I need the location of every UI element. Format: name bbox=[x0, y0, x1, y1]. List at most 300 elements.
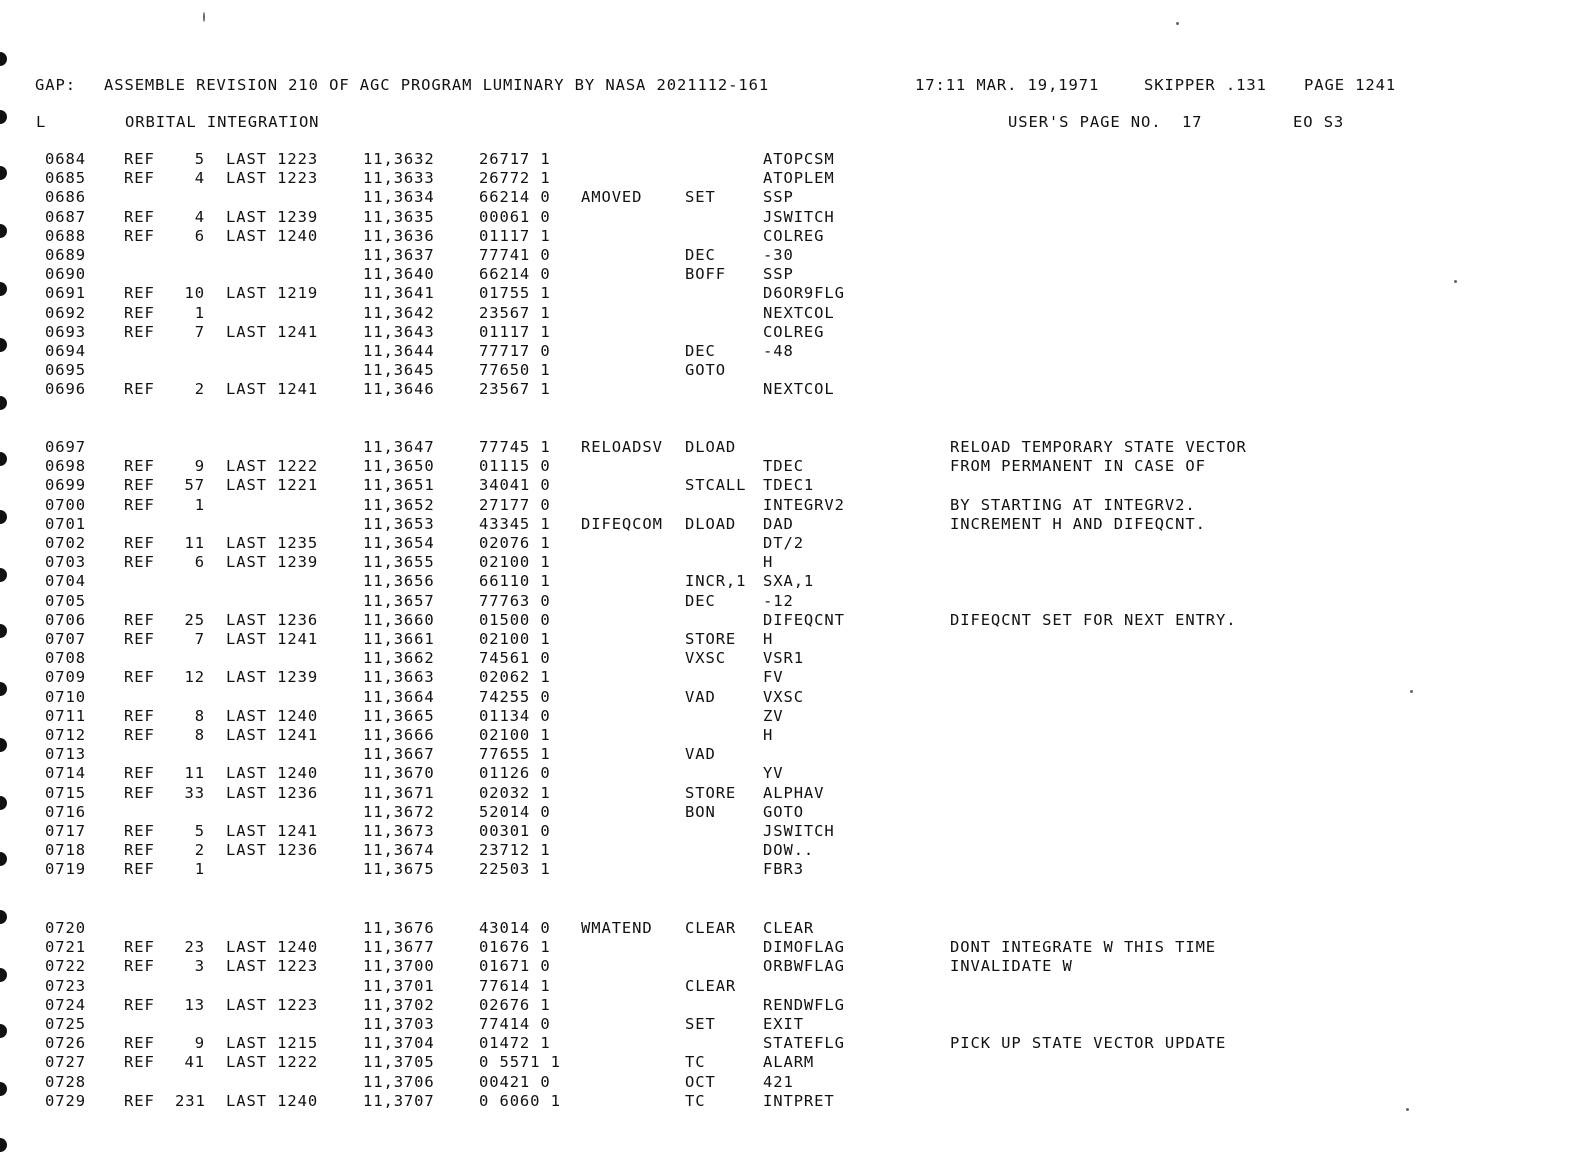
operand: DT/2 bbox=[763, 534, 804, 552]
operand: YV bbox=[763, 764, 784, 783]
line-number: 0713 bbox=[45, 745, 86, 764]
opcode: STORE bbox=[685, 630, 737, 648]
opcode: OCT bbox=[685, 1072, 716, 1091]
line-number: 0705 bbox=[45, 591, 86, 610]
line-number: 0698 bbox=[45, 457, 86, 476]
memory-address: 11,3655 bbox=[363, 553, 435, 572]
listing-row bbox=[0, 938, 1582, 957]
last-ref: LAST 1215 bbox=[226, 1034, 319, 1053]
operand: -48 bbox=[763, 342, 794, 360]
memory-address: 11,3701 bbox=[363, 976, 435, 995]
listing-row bbox=[0, 1073, 1582, 1092]
listing-row bbox=[0, 304, 1582, 323]
octal-word: 22503 1 bbox=[479, 860, 551, 879]
octal-word: 77655 1 bbox=[479, 745, 551, 764]
ref-count: 6 bbox=[194, 553, 205, 572]
octal-word: 0 6060 1 bbox=[479, 1091, 561, 1110]
line-number: 0725 bbox=[45, 1015, 86, 1033]
listing-row bbox=[0, 438, 1582, 457]
memory-address: 11,3670 bbox=[363, 764, 435, 783]
octal-word: 01117 1 bbox=[479, 226, 551, 245]
octal-word: 01671 0 bbox=[479, 957, 551, 976]
ref-count: 2 bbox=[194, 841, 205, 860]
last-ref: LAST 1240 bbox=[226, 226, 319, 245]
listing-type: L bbox=[36, 113, 47, 131]
code-label: DIFEQCOM bbox=[581, 514, 663, 533]
ref-tag: REF bbox=[124, 534, 155, 552]
octal-word: 26772 1 bbox=[479, 169, 551, 188]
octal-word: 23567 1 bbox=[479, 303, 551, 322]
last-ref: LAST 1241 bbox=[226, 726, 319, 744]
ref-tag: REF bbox=[124, 995, 155, 1014]
operand: TDEC bbox=[763, 457, 804, 476]
ref-tag: REF bbox=[124, 380, 155, 399]
line-number: 0707 bbox=[45, 630, 86, 648]
memory-address: 11,3640 bbox=[363, 265, 435, 284]
ref-tag: REF bbox=[124, 783, 155, 802]
operand: VXSC bbox=[763, 687, 804, 706]
memory-address: 11,3663 bbox=[363, 668, 435, 687]
ref-tag: REF bbox=[124, 226, 155, 245]
last-ref: LAST 1219 bbox=[226, 284, 319, 303]
memory-address: 11,3633 bbox=[363, 169, 435, 188]
ref-tag: REF bbox=[124, 841, 155, 860]
operand: DIMOFLAG bbox=[763, 938, 845, 957]
line-number: 0686 bbox=[45, 188, 86, 207]
octal-word: 66110 1 bbox=[479, 572, 551, 591]
ref-tag: REF bbox=[124, 1053, 155, 1072]
memory-address: 11,3707 bbox=[363, 1091, 435, 1110]
last-ref: LAST 1241 bbox=[226, 380, 319, 399]
memory-address: 11,3677 bbox=[363, 938, 435, 957]
octal-word: 02062 1 bbox=[479, 668, 551, 687]
ref-count: 41 bbox=[184, 1053, 205, 1072]
octal-word: 74255 0 bbox=[479, 687, 551, 706]
memory-address: 11,3632 bbox=[363, 150, 435, 168]
octal-word: 01134 0 bbox=[479, 706, 551, 725]
line-number: 0695 bbox=[45, 361, 86, 380]
ref-count: 13 bbox=[184, 995, 205, 1014]
ref-tag: REF bbox=[124, 764, 155, 783]
listing-row bbox=[0, 553, 1582, 572]
ref-count: 1 bbox=[194, 860, 205, 879]
line-number: 0688 bbox=[45, 226, 86, 245]
ref-tag: REF bbox=[124, 822, 155, 840]
memory-address: 11,3704 bbox=[363, 1034, 435, 1053]
listing-row bbox=[0, 745, 1582, 764]
ref-tag: REF bbox=[124, 150, 155, 168]
listing-row bbox=[0, 515, 1582, 534]
operand: RENDWFLG bbox=[763, 995, 845, 1014]
ref-count: 3 bbox=[194, 957, 205, 976]
ref-tag: REF bbox=[124, 706, 155, 725]
ref-count: 7 bbox=[194, 630, 205, 648]
line-number: 0721 bbox=[45, 938, 86, 957]
last-ref: LAST 1239 bbox=[226, 207, 319, 226]
opcode: DLOAD bbox=[685, 514, 737, 533]
line-number: 0703 bbox=[45, 553, 86, 572]
operand: ATOPLEM bbox=[763, 169, 835, 188]
octal-word: 00061 0 bbox=[479, 207, 551, 226]
memory-address: 11,3643 bbox=[363, 322, 435, 341]
listing-row bbox=[0, 1034, 1582, 1053]
opcode: DEC bbox=[685, 591, 716, 610]
octal-word: 77745 1 bbox=[479, 438, 551, 456]
octal-word: 01126 0 bbox=[479, 764, 551, 783]
opcode: VAD bbox=[685, 745, 716, 764]
operand: EXIT bbox=[763, 1015, 804, 1033]
memory-address: 11,3651 bbox=[363, 476, 435, 495]
memory-address: 11,3675 bbox=[363, 860, 435, 879]
memory-address: 11,3703 bbox=[363, 1015, 435, 1033]
ref-count: 6 bbox=[194, 226, 205, 245]
memory-address: 11,3674 bbox=[363, 841, 435, 860]
ref-count: 12 bbox=[184, 668, 205, 687]
ref-tag: REF bbox=[124, 303, 155, 322]
operand: COLREG bbox=[763, 226, 825, 245]
line-number: 0697 bbox=[45, 438, 86, 456]
line-number: 0690 bbox=[45, 265, 86, 284]
ref-count: 1 bbox=[194, 303, 205, 322]
ref-count: 1 bbox=[194, 495, 205, 514]
memory-address: 11,3667 bbox=[363, 745, 435, 764]
memory-address: 11,3657 bbox=[363, 591, 435, 610]
opcode: SET bbox=[685, 188, 716, 207]
memory-address: 11,3644 bbox=[363, 342, 435, 360]
line-number: 0689 bbox=[45, 246, 86, 264]
line-number: 0727 bbox=[45, 1053, 86, 1072]
listing-row bbox=[0, 668, 1582, 687]
log-section: EO S3 bbox=[1293, 113, 1345, 131]
octal-word: 01472 1 bbox=[479, 1034, 551, 1053]
listing-row bbox=[0, 496, 1582, 515]
ref-count: 5 bbox=[194, 150, 205, 168]
operand: GOTO bbox=[763, 802, 804, 821]
last-ref: LAST 1241 bbox=[226, 630, 319, 648]
listing-row bbox=[0, 977, 1582, 996]
operand: H bbox=[763, 630, 774, 648]
memory-address: 11,3700 bbox=[363, 957, 435, 976]
octal-word: 34041 0 bbox=[479, 476, 551, 495]
opcode: DEC bbox=[685, 342, 716, 360]
ref-tag: REF bbox=[124, 630, 155, 648]
ink-speck bbox=[1176, 22, 1179, 25]
line-number: 0710 bbox=[45, 687, 86, 706]
memory-address: 11,3646 bbox=[363, 380, 435, 399]
operand: DOW.. bbox=[763, 841, 815, 860]
line-number: 0728 bbox=[45, 1072, 86, 1091]
operand: VSR1 bbox=[763, 649, 804, 668]
line-comment: FROM PERMANENT IN CASE OF bbox=[950, 457, 1206, 476]
memory-address: 11,3641 bbox=[363, 284, 435, 303]
line-number: 0715 bbox=[45, 783, 86, 802]
memory-address: 11,3662 bbox=[363, 649, 435, 668]
last-ref: LAST 1221 bbox=[226, 476, 319, 495]
ref-count: 4 bbox=[194, 169, 205, 188]
ref-tag: REF bbox=[124, 726, 155, 744]
listing-row bbox=[0, 1015, 1582, 1034]
code-label: WMATEND bbox=[581, 919, 653, 937]
operand: SSP bbox=[763, 265, 794, 284]
opcode: SET bbox=[685, 1015, 716, 1033]
ref-tag: REF bbox=[124, 668, 155, 687]
line-number: 0693 bbox=[45, 322, 86, 341]
memory-address: 11,3654 bbox=[363, 534, 435, 552]
ref-tag: REF bbox=[124, 957, 155, 976]
ref-count: 231 bbox=[175, 1091, 206, 1110]
octal-word: 02100 1 bbox=[479, 553, 551, 572]
line-number: 0702 bbox=[45, 534, 86, 552]
opcode: CLEAR bbox=[685, 976, 737, 995]
operand: D6OR9FLG bbox=[763, 284, 845, 303]
last-ref: LAST 1223 bbox=[226, 150, 319, 168]
ref-tag: REF bbox=[124, 938, 155, 957]
octal-word: 23567 1 bbox=[479, 380, 551, 399]
listing-row bbox=[0, 726, 1582, 745]
octal-word: 01676 1 bbox=[479, 938, 551, 957]
line-number: 0729 bbox=[45, 1091, 86, 1110]
octal-word: 01500 0 bbox=[479, 610, 551, 629]
listing-row bbox=[0, 188, 1582, 207]
octal-word: 43014 0 bbox=[479, 919, 551, 937]
operand: ALARM bbox=[763, 1053, 815, 1072]
octal-word: 77414 0 bbox=[479, 1015, 551, 1033]
opcode: INCR,1 bbox=[685, 572, 747, 591]
memory-address: 11,3676 bbox=[363, 919, 435, 937]
last-ref: LAST 1222 bbox=[226, 457, 319, 476]
last-ref: LAST 1240 bbox=[226, 1091, 319, 1110]
ref-tag: REF bbox=[124, 553, 155, 572]
last-ref: LAST 1241 bbox=[226, 322, 319, 341]
ref-count: 25 bbox=[184, 610, 205, 629]
listing-row bbox=[0, 534, 1582, 553]
line-number: 0709 bbox=[45, 668, 86, 687]
memory-address: 11,3642 bbox=[363, 303, 435, 322]
last-ref: LAST 1240 bbox=[226, 706, 319, 725]
listing-row bbox=[0, 841, 1582, 860]
ref-count: 7 bbox=[194, 322, 205, 341]
operand: INTEGRV2 bbox=[763, 495, 845, 514]
listing-row bbox=[0, 457, 1582, 476]
ref-count: 5 bbox=[194, 822, 205, 840]
ref-count: 2 bbox=[194, 380, 205, 399]
line-number: 0719 bbox=[45, 860, 86, 879]
operand: DIFEQCNT bbox=[763, 610, 845, 629]
last-ref: LAST 1235 bbox=[226, 534, 319, 552]
listing-row bbox=[0, 803, 1582, 822]
octal-word: 02100 1 bbox=[479, 726, 551, 744]
octal-word: 74561 0 bbox=[479, 649, 551, 668]
ref-count: 4 bbox=[194, 207, 205, 226]
line-number: 0706 bbox=[45, 610, 86, 629]
operand: ATOPCSM bbox=[763, 150, 835, 168]
opcode: GOTO bbox=[685, 361, 726, 380]
last-ref: LAST 1240 bbox=[226, 938, 319, 957]
line-comment: DIFEQCNT SET FOR NEXT ENTRY. bbox=[950, 610, 1237, 629]
line-number: 0722 bbox=[45, 957, 86, 976]
listing-row bbox=[0, 323, 1582, 342]
operand: ALPHAV bbox=[763, 783, 825, 802]
octal-word: 01117 1 bbox=[479, 322, 551, 341]
listing-row bbox=[0, 169, 1582, 188]
assembler-tag: GAP: bbox=[35, 76, 76, 94]
listing-row bbox=[0, 380, 1582, 399]
line-number: 0708 bbox=[45, 649, 86, 668]
users-page-number: USER'S PAGE NO. 17 bbox=[1008, 113, 1203, 131]
last-ref: LAST 1236 bbox=[226, 610, 319, 629]
ink-speck bbox=[203, 12, 205, 22]
listing-row bbox=[0, 227, 1582, 246]
octal-word: 77763 0 bbox=[479, 591, 551, 610]
memory-address: 11,3705 bbox=[363, 1053, 435, 1072]
line-comment: DONT INTEGRATE W THIS TIME bbox=[950, 938, 1217, 957]
operand: NEXTCOL bbox=[763, 303, 835, 322]
code-label: RELOADSV bbox=[581, 438, 663, 456]
binder-hole bbox=[0, 1138, 7, 1152]
memory-address: 11,3702 bbox=[363, 995, 435, 1014]
octal-word: 77717 0 bbox=[479, 342, 551, 360]
ref-count: 11 bbox=[184, 534, 205, 552]
last-ref: LAST 1239 bbox=[226, 553, 319, 572]
line-number: 0716 bbox=[45, 802, 86, 821]
octal-word: 23712 1 bbox=[479, 841, 551, 860]
ref-tag: REF bbox=[124, 1091, 155, 1110]
ref-tag: REF bbox=[124, 1034, 155, 1053]
operand: ORBWFLAG bbox=[763, 957, 845, 976]
binder-hole bbox=[0, 110, 7, 124]
operand: -12 bbox=[763, 591, 794, 610]
operand: INTPRET bbox=[763, 1091, 835, 1110]
octal-word: 66214 0 bbox=[479, 265, 551, 284]
opcode: TC bbox=[685, 1053, 706, 1072]
opcode: BOFF bbox=[685, 265, 726, 284]
ref-tag: REF bbox=[124, 860, 155, 879]
octal-word: 01115 0 bbox=[479, 457, 551, 476]
memory-address: 11,3653 bbox=[363, 514, 435, 533]
line-number: 0700 bbox=[45, 495, 86, 514]
line-number: 0694 bbox=[45, 342, 86, 360]
assembly-datetime: 17:11 MAR. 19,1971 bbox=[915, 76, 1100, 94]
memory-address: 11,3664 bbox=[363, 687, 435, 706]
operand: SXA,1 bbox=[763, 572, 815, 591]
listing-row bbox=[0, 342, 1582, 361]
operand: 421 bbox=[763, 1072, 794, 1091]
octal-word: 43345 1 bbox=[479, 514, 551, 533]
operand: SSP bbox=[763, 188, 794, 207]
line-number: 0714 bbox=[45, 764, 86, 783]
page-number: PAGE 1241 bbox=[1304, 76, 1397, 94]
memory-address: 11,3671 bbox=[363, 783, 435, 802]
ref-tag: REF bbox=[124, 284, 155, 303]
ref-count: 9 bbox=[194, 457, 205, 476]
memory-address: 11,3636 bbox=[363, 226, 435, 245]
memory-address: 11,3706 bbox=[363, 1072, 435, 1091]
opcode: VAD bbox=[685, 687, 716, 706]
ref-count: 23 bbox=[184, 938, 205, 957]
memory-address: 11,3650 bbox=[363, 457, 435, 476]
opcode: VXSC bbox=[685, 649, 726, 668]
operator-id: SKIPPER .131 bbox=[1144, 76, 1267, 94]
listing-row bbox=[0, 764, 1582, 783]
listing-row bbox=[0, 996, 1582, 1015]
operand: -30 bbox=[763, 246, 794, 264]
ref-tag: REF bbox=[124, 169, 155, 188]
line-number: 0712 bbox=[45, 726, 86, 744]
line-number: 0723 bbox=[45, 976, 86, 995]
last-ref: LAST 1223 bbox=[226, 957, 319, 976]
last-ref: LAST 1241 bbox=[226, 822, 319, 840]
listing-row bbox=[0, 707, 1582, 726]
opcode: DEC bbox=[685, 246, 716, 264]
last-ref: LAST 1240 bbox=[226, 764, 319, 783]
memory-address: 11,3660 bbox=[363, 610, 435, 629]
octal-word: 02100 1 bbox=[479, 630, 551, 648]
operand: H bbox=[763, 726, 774, 744]
line-number: 0718 bbox=[45, 841, 86, 860]
line-number: 0696 bbox=[45, 380, 86, 399]
line-number: 0692 bbox=[45, 303, 86, 322]
ref-count: 9 bbox=[194, 1034, 205, 1053]
line-number: 0717 bbox=[45, 822, 86, 840]
assembly-title: ASSEMBLE REVISION 210 OF AGC PROGRAM LUMINARY BY NASA 2021112-161 bbox=[104, 76, 770, 94]
memory-address: 11,3637 bbox=[363, 246, 435, 264]
octal-word: 02032 1 bbox=[479, 783, 551, 802]
memory-address: 11,3635 bbox=[363, 207, 435, 226]
listing-row bbox=[0, 784, 1582, 803]
last-ref: LAST 1222 bbox=[226, 1053, 319, 1072]
octal-word: 77614 1 bbox=[479, 976, 551, 995]
ref-tag: REF bbox=[124, 495, 155, 514]
line-comment: BY STARTING AT INTEGRV2. bbox=[950, 495, 1196, 514]
octal-word: 0 5571 1 bbox=[479, 1053, 561, 1072]
ref-tag: REF bbox=[124, 457, 155, 476]
octal-word: 00301 0 bbox=[479, 822, 551, 840]
octal-word: 66214 0 bbox=[479, 188, 551, 207]
listing-row bbox=[0, 611, 1582, 630]
octal-word: 77741 0 bbox=[479, 246, 551, 264]
listing-row bbox=[0, 284, 1582, 303]
memory-address: 11,3656 bbox=[363, 572, 435, 591]
listing-row bbox=[0, 265, 1582, 284]
opcode: CLEAR bbox=[685, 919, 737, 937]
ref-count: 8 bbox=[194, 726, 205, 744]
listing-row bbox=[0, 919, 1582, 938]
line-number: 0685 bbox=[45, 169, 86, 188]
opcode: STCALL bbox=[685, 476, 747, 495]
code-label: AMOVED bbox=[581, 188, 643, 207]
memory-address: 11,3673 bbox=[363, 822, 435, 840]
listing-row bbox=[0, 208, 1582, 227]
last-ref: LAST 1236 bbox=[226, 841, 319, 860]
section-title: ORBITAL INTEGRATION bbox=[125, 113, 320, 131]
ref-count: 8 bbox=[194, 706, 205, 725]
listing-row bbox=[0, 1053, 1582, 1072]
operand: DAD bbox=[763, 514, 794, 533]
line-number: 0724 bbox=[45, 995, 86, 1014]
operand: CLEAR bbox=[763, 919, 815, 937]
listing-row bbox=[0, 630, 1582, 649]
line-number: 0711 bbox=[45, 706, 86, 725]
ref-tag: REF bbox=[124, 610, 155, 629]
octal-word: 77650 1 bbox=[479, 361, 551, 380]
last-ref: LAST 1223 bbox=[226, 169, 319, 188]
ref-tag: REF bbox=[124, 322, 155, 341]
listing-row bbox=[0, 361, 1582, 380]
opcode: STORE bbox=[685, 783, 737, 802]
listing-row bbox=[0, 860, 1582, 879]
memory-address: 11,3634 bbox=[363, 188, 435, 207]
ref-tag: REF bbox=[124, 207, 155, 226]
